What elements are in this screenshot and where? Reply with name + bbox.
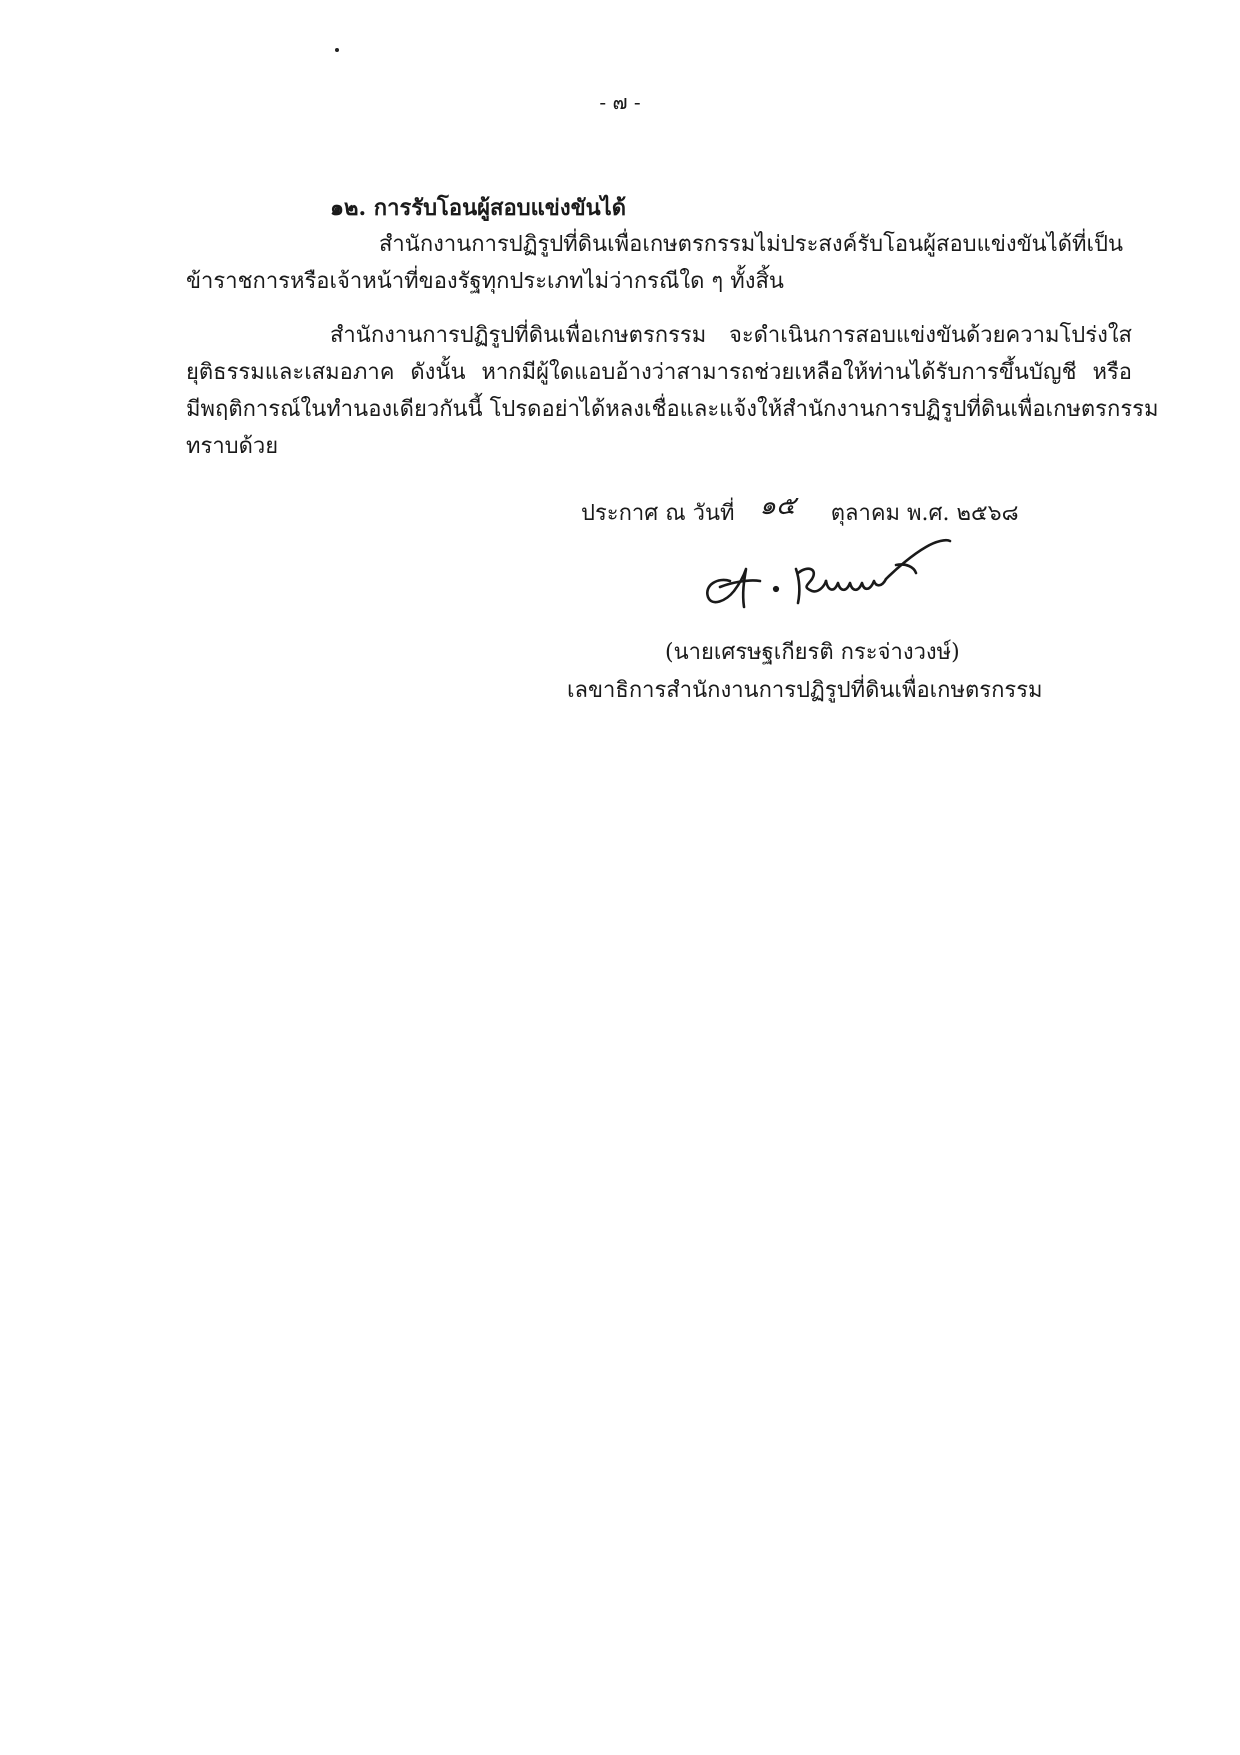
signatory-title: เลขาธิการสำนักงานการปฏิรูปที่ดินเพื่อเกษตรกรรม <box>567 678 1043 703</box>
paragraph-transparency-notice <box>186 317 1159 465</box>
announcement-prefix: ประกาศ ณ วันที่ <box>581 501 735 526</box>
scan-speck <box>335 48 339 52</box>
paragraph-transfer-policy <box>186 226 1132 300</box>
paragraph-line: มีพฤติการณ์ในทำนองเดียวกันนี้ โปรดอย่าได้หลงเชื่อและแจ้งให้สำนักงานการปฏิรูปที่ดินเพื่อเกษตรกรรม <box>186 397 1159 422</box>
paragraph-line: สำนักงานการปฏิรูปที่ดินเพื่อเกษตรกรรม จะดำเนินการสอบแข่งขันด้วยความโปร่งใส <box>330 323 1132 348</box>
announcement-day: ๑๕ <box>759 491 796 521</box>
announcement-month-year: ตุลาคม พ.ศ. ๒๕๖๘ <box>830 501 1019 526</box>
handwritten-signature <box>700 525 970 615</box>
page-number: - ๗ - <box>599 90 641 114</box>
paragraph-line: สำนักงานการปฏิรูปที่ดินเพื่อเกษตรกรรมไม่ประสงค์รับโอนผู้สอบแข่งขันได้ที่เป็น <box>379 232 1124 257</box>
signatory-name: (นายเศรษฐเกียรติ กระจ่างวงษ์) <box>665 640 960 665</box>
paragraph-line: ข้าราชการหรือเจ้าหน้าที่ของรัฐทุกประเภทไม่ว่ากรณีใด ๆ ทั้งสิ้น <box>186 269 784 294</box>
paragraph-line: ทราบด้วย <box>186 434 279 459</box>
section-heading: ๑๒. การรับโอนผู้สอบแข่งขันได้ <box>330 195 627 221</box>
paragraph-line: ยุติธรรมและเสมอภาค ดังนั้น หากมีผู้ใดแอบอ้างว่าสามารถช่วยเหลือให้ท่านได้รับการขึ้นบัญชี หรือ <box>186 360 1132 385</box>
